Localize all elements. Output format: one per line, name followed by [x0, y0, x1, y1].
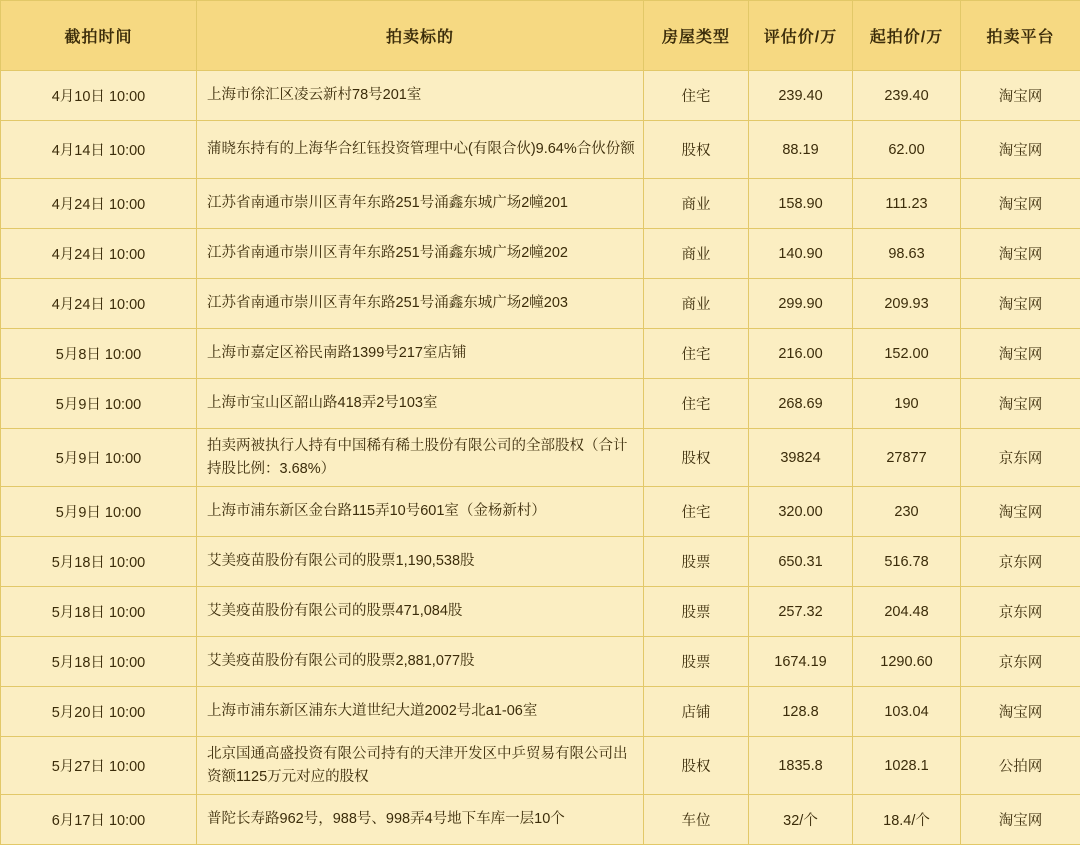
cell-starting-price: 1290.60: [853, 637, 961, 687]
cell-platform: 淘宝网: [961, 329, 1080, 379]
cell-property-type: 住宅: [644, 329, 749, 379]
cell-appraised-price: 239.40: [749, 71, 853, 121]
cell-property-type: 店铺: [644, 687, 749, 737]
column-header-property-type: 房屋类型: [644, 1, 749, 71]
cell-subject: 蒲晓东持有的上海华合红钰投资管理中心(有限合伙)9.64%合伙份额: [197, 121, 644, 179]
cell-deadline: 5月18日 10:00: [1, 637, 197, 687]
table-row: [1, 795, 1080, 845]
cell-property-type: 股权: [644, 429, 749, 487]
cell-subject: 艾美疫苗股份有限公司的股票1,190,538股: [197, 537, 644, 587]
cell-deadline: 4月24日 10:00: [1, 179, 197, 229]
cell-property-type: 商业: [644, 179, 749, 229]
cell-subject: 江苏省南通市崇川区青年东路251号涌鑫东城广场2幢203: [197, 279, 644, 329]
cell-platform: 京东网: [961, 537, 1080, 587]
cell-subject: 北京国通高盛投资有限公司持有的天津开发区中乒贸易有限公司出资额1125万元对应的股权: [197, 737, 644, 795]
cell-appraised-price: 650.31: [749, 537, 853, 587]
table-row: [1, 537, 1080, 587]
cell-platform: 淘宝网: [961, 279, 1080, 329]
cell-appraised-price: 299.90: [749, 279, 853, 329]
cell-subject: 艾美疫苗股份有限公司的股票471,084股: [197, 587, 644, 637]
cell-starting-price: 230: [853, 487, 961, 537]
cell-appraised-price: 140.90: [749, 229, 853, 279]
cell-starting-price: 111.23: [853, 179, 961, 229]
cell-subject: 上海市宝山区韶山路418弄2号103室: [197, 379, 644, 429]
cell-starting-price: 209.93: [853, 279, 961, 329]
table-row: [1, 279, 1080, 329]
cell-starting-price: 152.00: [853, 329, 961, 379]
cell-starting-price: 516.78: [853, 537, 961, 587]
cell-starting-price: 103.04: [853, 687, 961, 737]
table-row: [1, 329, 1080, 379]
cell-appraised-price: 128.8: [749, 687, 853, 737]
cell-property-type: 股票: [644, 537, 749, 587]
cell-property-type: 住宅: [644, 487, 749, 537]
cell-subject: 江苏省南通市崇川区青年东路251号涌鑫东城广场2幢202: [197, 229, 644, 279]
column-header-deadline: 截拍时间: [1, 1, 197, 71]
cell-deadline: 5月20日 10:00: [1, 687, 197, 737]
cell-appraised-price: 1835.8: [749, 737, 853, 795]
cell-platform: 公拍网: [961, 737, 1080, 795]
cell-property-type: 住宅: [644, 71, 749, 121]
cell-appraised-price: 268.69: [749, 379, 853, 429]
cell-platform: 淘宝网: [961, 687, 1080, 737]
cell-deadline: 4月24日 10:00: [1, 279, 197, 329]
cell-starting-price: 62.00: [853, 121, 961, 179]
cell-subject: 上海市徐汇区凌云新村78号201室: [197, 71, 644, 121]
table-row: [1, 379, 1080, 429]
cell-property-type: 住宅: [644, 379, 749, 429]
cell-platform: 淘宝网: [961, 795, 1080, 845]
cell-deadline: 4月10日 10:00: [1, 71, 197, 121]
column-header-starting-price: 起拍价/万: [853, 1, 961, 71]
cell-platform: 淘宝网: [961, 179, 1080, 229]
table-row: [1, 487, 1080, 537]
cell-starting-price: 239.40: [853, 71, 961, 121]
cell-appraised-price: 1674.19: [749, 637, 853, 687]
cell-deadline: 5月9日 10:00: [1, 487, 197, 537]
cell-subject: 上海市嘉定区裕民南路1399号217室店铺: [197, 329, 644, 379]
cell-deadline: 4月24日 10:00: [1, 229, 197, 279]
cell-deadline: 5月9日 10:00: [1, 379, 197, 429]
cell-starting-price: 204.48: [853, 587, 961, 637]
cell-platform: 淘宝网: [961, 121, 1080, 179]
cell-subject: 江苏省南通市崇川区青年东路251号涌鑫东城广场2幢201: [197, 179, 644, 229]
cell-deadline: 5月18日 10:00: [1, 537, 197, 587]
cell-property-type: 股权: [644, 737, 749, 795]
cell-subject: 艾美疫苗股份有限公司的股票2,881,077股: [197, 637, 644, 687]
table-row: [1, 71, 1080, 121]
cell-starting-price: 18.4/个: [853, 795, 961, 845]
cell-starting-price: 190: [853, 379, 961, 429]
table-row: [1, 179, 1080, 229]
cell-starting-price: 1028.1: [853, 737, 961, 795]
cell-subject: 上海市浦东新区浦东大道世纪大道2002号北a1-06室: [197, 687, 644, 737]
cell-property-type: 车位: [644, 795, 749, 845]
cell-platform: 淘宝网: [961, 379, 1080, 429]
cell-starting-price: 98.63: [853, 229, 961, 279]
cell-property-type: 商业: [644, 229, 749, 279]
cell-deadline: 6月17日 10:00: [1, 795, 197, 845]
cell-appraised-price: 39824: [749, 429, 853, 487]
cell-appraised-price: 320.00: [749, 487, 853, 537]
table-row: [1, 229, 1080, 279]
cell-appraised-price: 216.00: [749, 329, 853, 379]
cell-deadline: 5月8日 10:00: [1, 329, 197, 379]
cell-platform: 京东网: [961, 429, 1080, 487]
cell-appraised-price: 32/个: [749, 795, 853, 845]
cell-appraised-price: 158.90: [749, 179, 853, 229]
table-row: [1, 121, 1080, 179]
table-row: [1, 687, 1080, 737]
cell-subject: 拍卖两被执行人持有中国稀有稀土股份有限公司的全部股权（合计持股比例：3.68%）: [197, 429, 644, 487]
table-header-row: [1, 1, 1080, 71]
cell-deadline: 5月9日 10:00: [1, 429, 197, 487]
table-body: [1, 71, 1080, 845]
cell-subject: 上海市浦东新区金台路115弄10号601室（金杨新村）: [197, 487, 644, 537]
cell-starting-price: 27877: [853, 429, 961, 487]
cell-platform: 淘宝网: [961, 229, 1080, 279]
cell-platform: 淘宝网: [961, 487, 1080, 537]
cell-appraised-price: 88.19: [749, 121, 853, 179]
cell-property-type: 股票: [644, 637, 749, 687]
cell-subject: 普陀长寿路962号，988号、998弄4号地下车库一层10个: [197, 795, 644, 845]
column-header-subject: 拍卖标的: [197, 1, 644, 71]
cell-property-type: 股权: [644, 121, 749, 179]
column-header-appraised-price: 评估价/万: [749, 1, 853, 71]
cell-property-type: 商业: [644, 279, 749, 329]
table-header: [1, 1, 1080, 71]
table-row: [1, 737, 1080, 795]
cell-deadline: 4月14日 10:00: [1, 121, 197, 179]
cell-deadline: 5月18日 10:00: [1, 587, 197, 637]
cell-platform: 淘宝网: [961, 71, 1080, 121]
table-row: [1, 637, 1080, 687]
cell-platform: 京东网: [961, 587, 1080, 637]
table-row: [1, 429, 1080, 487]
cell-deadline: 5月27日 10:00: [1, 737, 197, 795]
cell-platform: 京东网: [961, 637, 1080, 687]
column-header-platform: 拍卖平台: [961, 1, 1080, 71]
cell-property-type: 股票: [644, 587, 749, 637]
cell-appraised-price: 257.32: [749, 587, 853, 637]
table-row: [1, 587, 1080, 637]
